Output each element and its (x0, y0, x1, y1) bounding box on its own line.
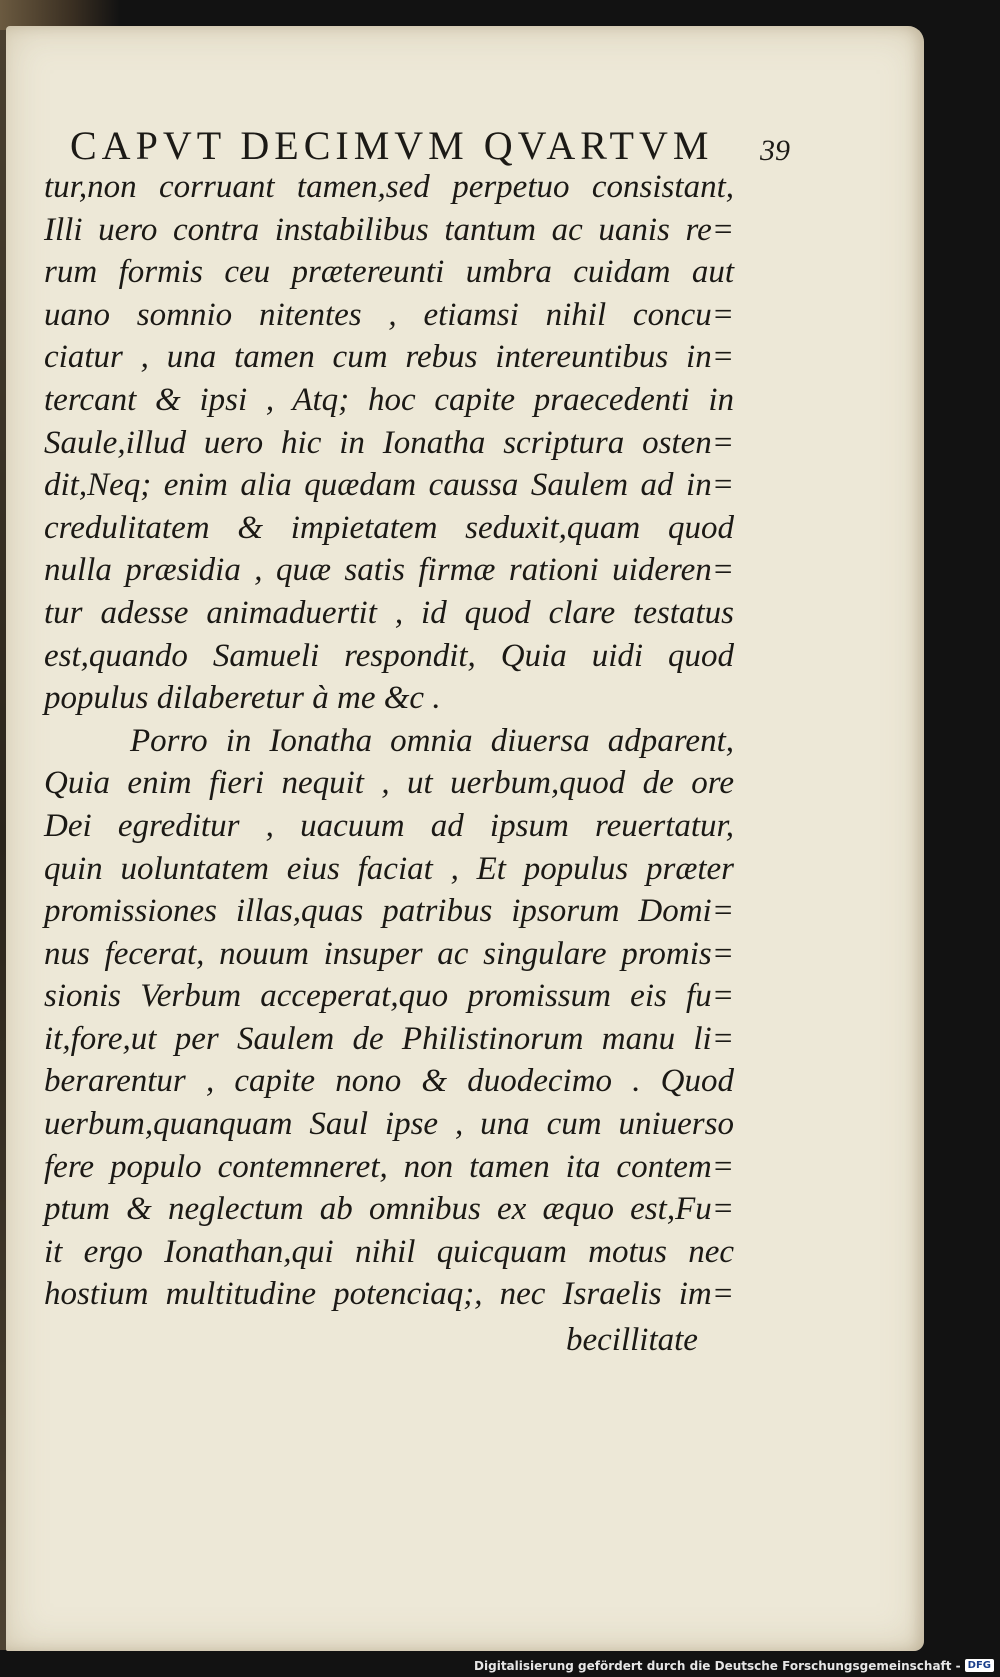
text-line: uerbum,quanquam Saul ipse , una cum uniuerso (44, 1106, 734, 1143)
text-line: credulitatem & impietatem seduxit,quam quod (44, 509, 734, 546)
text-line: sionis Verbum acceperat,quo promissum eis fu= (44, 978, 734, 1015)
text-line: nulla præsidia , quæ satis firmæ rationi uideren= (44, 552, 734, 589)
text-line: promissiones illas,quas patribus ipsorum Domi= (44, 893, 734, 930)
text-line: fere populo contemneret, non tamen ita contem= (44, 1148, 734, 1185)
text-line: hostium multitudine potenciaq;, nec Israelis im= (44, 1276, 734, 1313)
digitization-credit-bar (0, 1654, 1000, 1677)
text-line: nus fecerat, nouum insuper ac singulare promis= (44, 935, 734, 972)
dfg-logo: DFG (965, 1659, 994, 1672)
paragraph-first-line: Porro in Ionatha omnia diuersa adparent, (130, 722, 734, 759)
text-line: populus dilaberetur à me &c . (44, 680, 441, 717)
digitization-credit: Digitalisierung gefördert durch die Deutsche Forschungsgemeinschaft - (474, 1658, 961, 1673)
text-line: tur,non corruant tamen,sed perpetuo consistant, (44, 169, 734, 205)
text-line: it ergo Ionathan,qui nihil quicquam motus nec (44, 1233, 734, 1270)
book-page (6, 26, 924, 1651)
text-line: Dei egreditur , uacuum ad ipsum reuertatur, (44, 807, 734, 844)
text-line: ptum & neglectum ab omnibus ex æquo est,Fu= (44, 1191, 734, 1228)
running-title: CAPVT DECIMVM QVARTVM (70, 123, 714, 168)
text-line: Quia enim fieri nequit , ut uerbum,quod de ore (44, 765, 734, 802)
text-line: Illi uero contra instabilibus tantum ac uanis re= (44, 211, 734, 248)
text-line: tur adesse animaduertit , id quod clare testatus (44, 594, 734, 631)
text-line: ciatur , una tamen cum rebus intereuntibus in= (44, 339, 734, 376)
text-line: it,fore,ut per Saulem de Philistinorum manu li= (44, 1020, 734, 1057)
text-line: tercant & ipsi , Atq; hoc capite praecedenti in (44, 381, 734, 418)
text-line: quin uoluntatem eius faciat , Et populus præter (44, 850, 734, 887)
text-line: dit,Neq; enim alia quædam caussa Saulem ad in= (44, 467, 734, 504)
page-number: 39 (760, 134, 790, 167)
text-line: est,quando Samueli respondit, Quia uidi quod (44, 637, 734, 674)
text-block (44, 166, 734, 1316)
text-line: Saule,illud uero hic in Ionatha scriptura osten= (44, 424, 734, 461)
catchword: becillitate (566, 1322, 698, 1358)
text-line: rum formis ceu prætereunti umbra cuidam aut (44, 254, 734, 291)
text-line: uano somnio nitentes , etiamsi nihil concu= (44, 296, 734, 333)
page-header (70, 108, 790, 166)
text-line: berarentur , capite nono & duodecimo . Quod (44, 1063, 734, 1100)
